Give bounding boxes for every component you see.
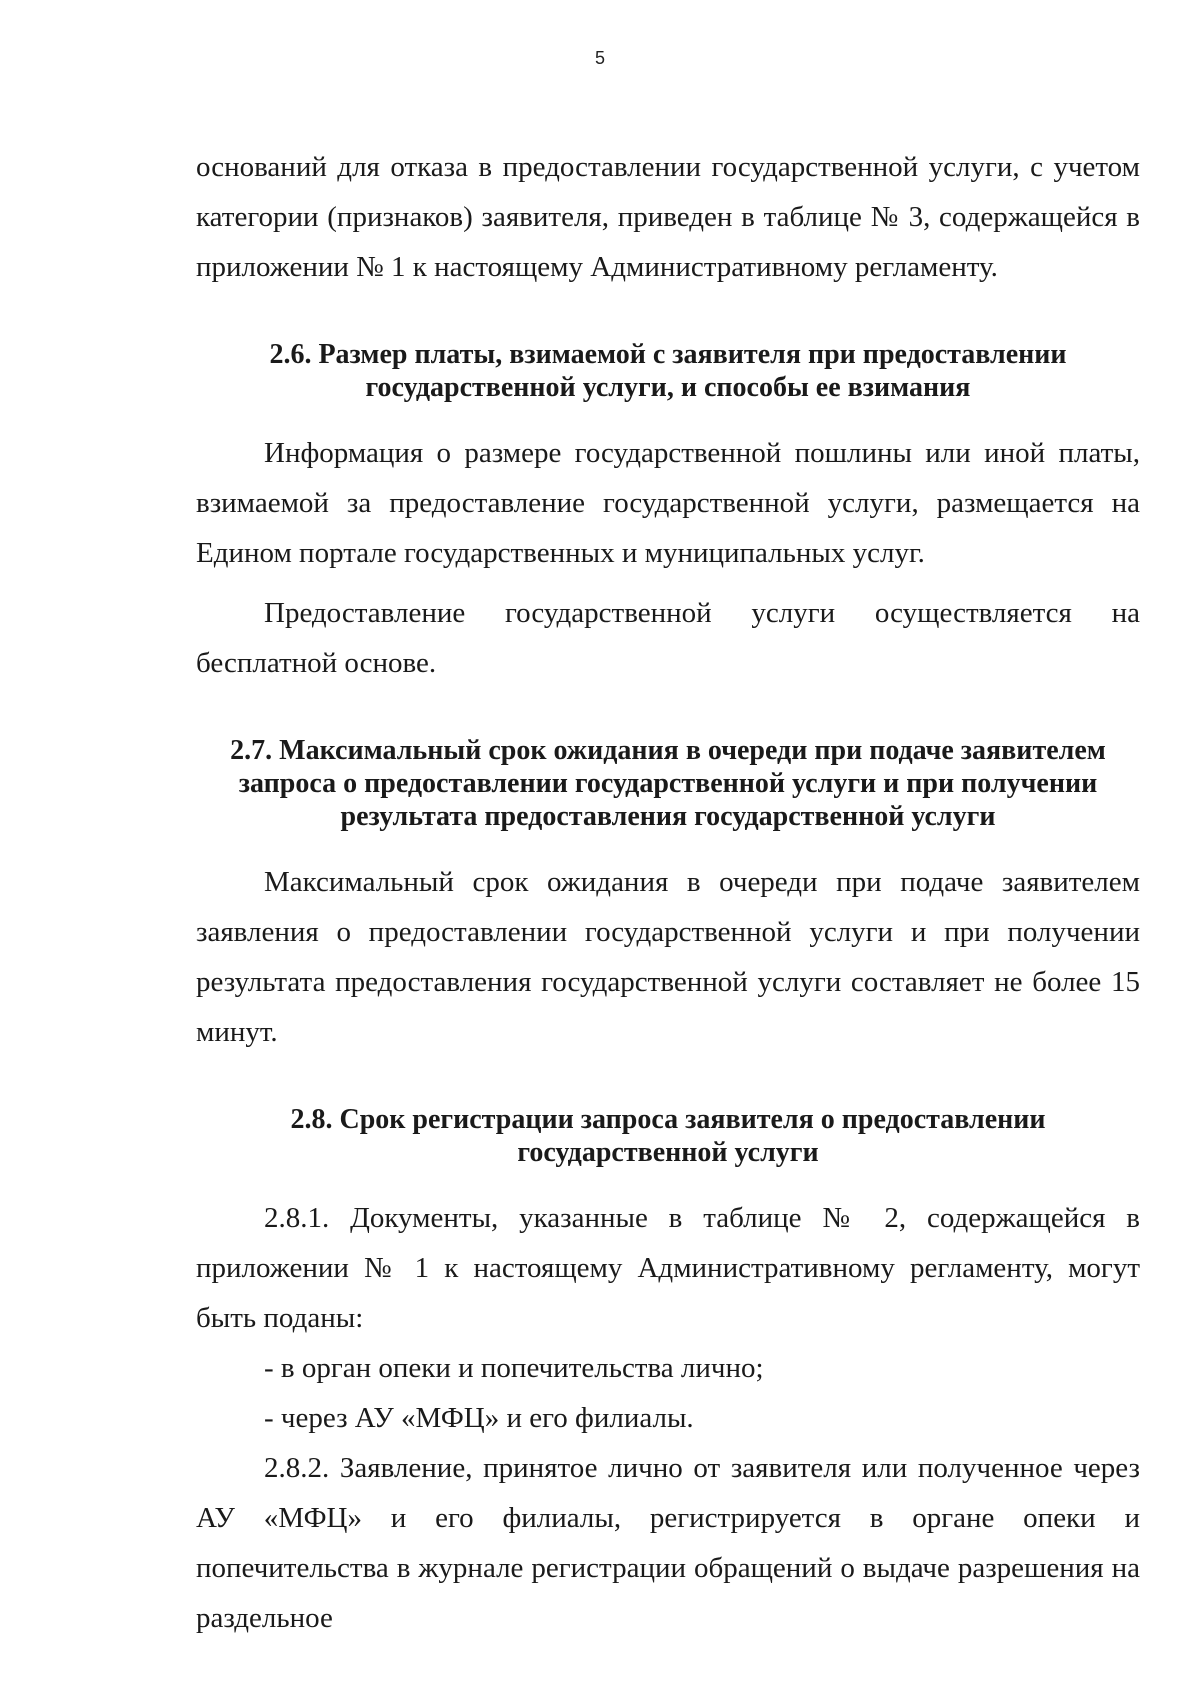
section-2-8-paragraph-2: 2.8.2. Заявление, принятое лично от заявителя или полученное через АУ «МФЦ» и его филиалы, регистрируется в органе опеки и попечительства в журнале регистрации обращений о выдаче разрешения на раздельное [196, 1452, 1140, 1634]
page-number: 5 [594, 48, 605, 68]
section-2-8-paragraph-1: 2.8.1. Документы, указанные в таблице № 2, содержащейся в приложении № 1 к настоящему Административному регламенту, могут быть поданы: [196, 1202, 1140, 1334]
document-body [196, 142, 1140, 1643]
section-2-7-paragraph-1: Максимальный срок ожидания в очереди при подаче заявителем заявления о предоставлении государственной услуги и при получении результата предоставления государственной услуги составляет не более 15 минут. [196, 866, 1140, 1048]
list-item: - через АУ «МФЦ» и его филиалы. [264, 1402, 694, 1434]
section-2-8-heading: 2.8. Срок регистрации запроса заявителя о предоставлении государственной услуги [290, 1104, 1046, 1168]
list-item: - в орган опеки и попечительства лично; [264, 1352, 764, 1384]
section-2-6-paragraph-1: Информация о размере государственной пошлины или иной платы, взимаемой за предоставление государственной услуги, размещается на Едином портале государственных и муниципальных услуг. [196, 437, 1140, 569]
intro-paragraph: оснований для отказа в предоставлении государственной услуги, с учетом категории (признаков) заявителя, приведен в таблице № 3, содержащейся в приложении № 1 к настоящему Административному регламенту. [196, 151, 1140, 283]
section-2-7-heading: 2.7. Максимальный срок ожидания в очереди при подаче заявителем запроса о предоставлении государственной услуги и при получении результата предоставления государственной услуги [230, 735, 1106, 832]
section-2-6-paragraph-2: Предоставление государственной услуги осуществляется на бесплатной основе. [196, 597, 1140, 679]
section-2-6-heading: 2.6. Размер платы, взимаемой с заявителя при предоставлении государственной услуги, и способы ее взимания [269, 339, 1067, 403]
